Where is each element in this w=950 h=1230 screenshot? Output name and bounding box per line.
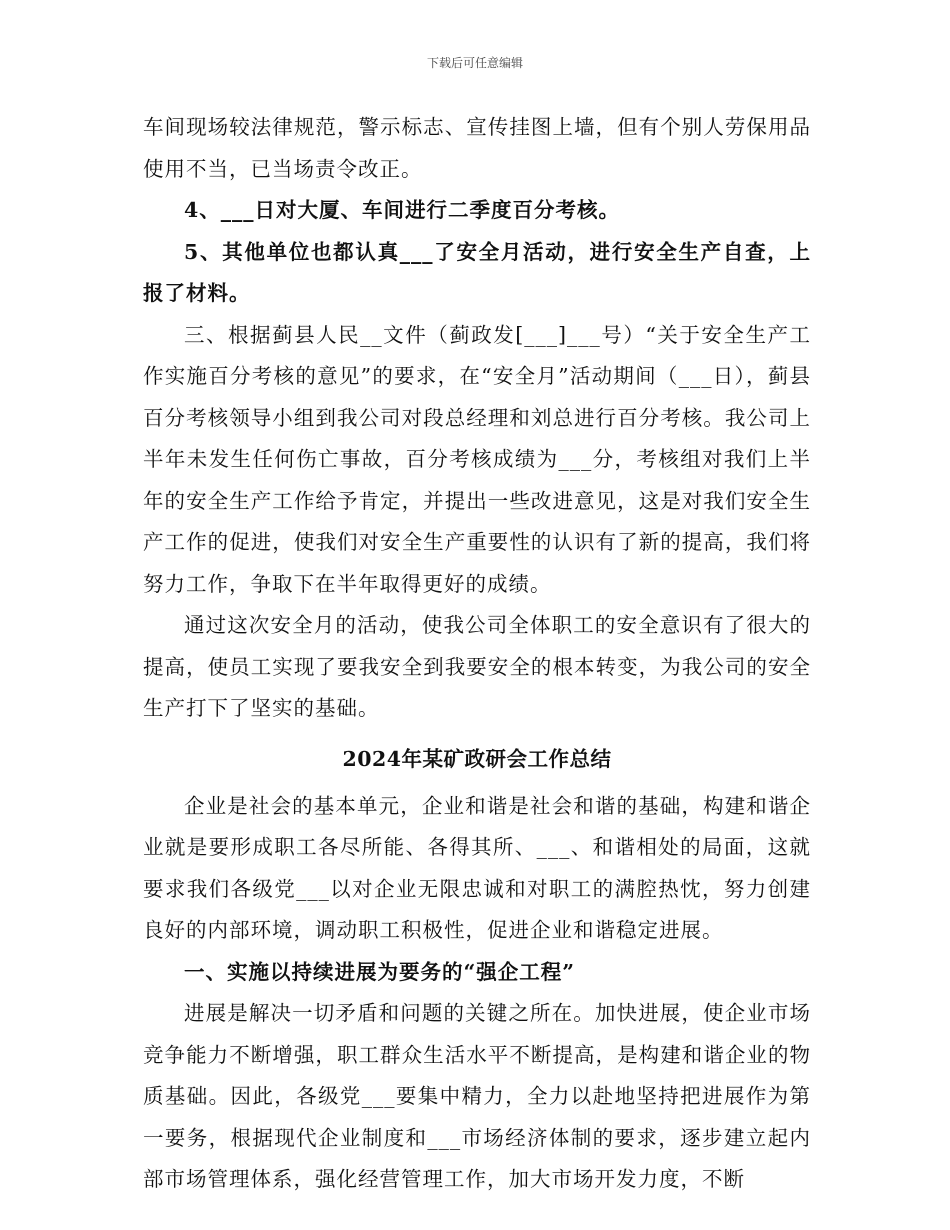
section-3-county-assessment: 三、根据蓟县人民__文件（蓟政发[___]___号）“关于安全生产工作实施百分考核的意见”的要求，在“安全月”活动期间（___日），蓟县百分考核领导小组到我公司对段总经理和刘总进行百分考核。我公司上半年未发生任何伤亡事故，百分考核成绩为___分，考核组对我们上半年的安全生产工作给予肯定，并提出一些改进意见，这是对我们安全生产工作的促进，使我们对安全生产重要性的认识有了新的提高，我们将努力工作，争取下在半年取得更好的成绩。 [143, 322, 811, 596]
paragraph-development: 进展是解决一切矛盾和问题的关键之所在。加快进展，使企业市场竞争能力不断增强，职工群众生活水平不断提高，是构建和谐企业的物质基础。因此，各级党___要集中精力，全力以赴地坚持把进展作为第一要务，根据现代企业制度和___市场经济体制的要求，逐步建立起内部市场管理体系，强化经营管理工作，加大市场开发力度，不断 [143, 1001, 811, 1191]
paragraph-safety-month-summary: 通过这次安全月的活动，使我公司全体职工的安全意识有了很大的提高，使员工实现了要我安全到我要安全的根本转变，为我公司的安全生产打下了坚实的基础。 [143, 613, 811, 720]
section-1-heading: 一、实施以持续进展为要务的“强企工程” [184, 959, 576, 984]
document-title: 2024年某矿政研会工作总结 [342, 746, 612, 771]
item-4-quarterly-assessment: 4、___日对大厦、车间进行二季度百分考核。 [184, 198, 621, 222]
paragraph-workshop-inspection: 车间现场较法律规范，警示标志、宣传挂图上墙，但有个别人劳保用品使用不当，已当场责令改正。 [143, 115, 811, 181]
document-body [143, 107, 811, 1201]
page-header-note: 下载后可任意编辑 [426, 56, 523, 70]
paragraph-enterprise-harmony: 企业是社会的基本单元，企业和谐是社会和谐的基础，构建和谐企业就是要形成职工各尽所能、各得其所、___、和谐相处的局面，这就要求我们各级党___以对企业无限忠诚和对职工的满腔热忱，努力创建良好的内部环境，调动职工积极性，促进企业和谐稳定进展。 [143, 793, 811, 942]
item-5-other-units: 5、其他单位也都认真___了安全月活动，进行安全生产自查，上报了材料。 [143, 239, 811, 305]
